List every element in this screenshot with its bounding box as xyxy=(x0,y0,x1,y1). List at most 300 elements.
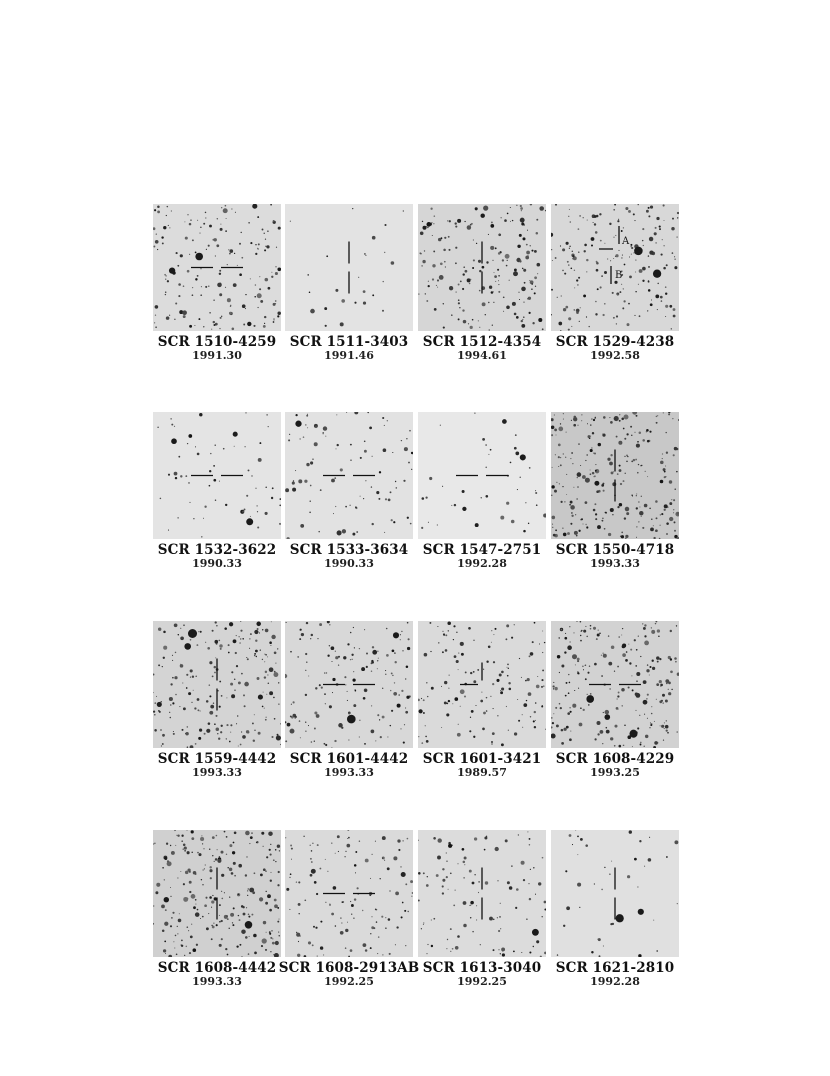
star xyxy=(215,657,216,658)
star xyxy=(219,328,220,329)
star xyxy=(614,416,619,421)
star xyxy=(163,657,165,659)
star xyxy=(418,872,421,875)
star xyxy=(569,246,570,247)
star xyxy=(611,645,615,649)
star xyxy=(633,213,635,215)
star xyxy=(305,670,306,671)
star xyxy=(438,642,439,643)
star xyxy=(662,453,663,454)
star xyxy=(608,635,609,636)
star xyxy=(327,655,329,657)
star xyxy=(187,214,188,215)
star xyxy=(634,315,635,316)
star xyxy=(612,292,614,294)
star xyxy=(637,441,639,443)
star xyxy=(335,289,338,292)
star xyxy=(434,308,437,311)
star xyxy=(553,534,556,537)
star xyxy=(567,645,572,650)
star xyxy=(583,630,586,633)
star xyxy=(666,264,668,266)
star xyxy=(336,414,337,415)
star xyxy=(365,690,366,691)
star xyxy=(317,638,318,639)
star xyxy=(219,273,221,275)
star xyxy=(244,705,246,707)
star xyxy=(170,683,172,685)
star xyxy=(659,525,660,526)
star xyxy=(197,453,200,456)
star xyxy=(488,454,489,455)
star xyxy=(264,316,266,318)
bright-star xyxy=(195,253,203,261)
star xyxy=(602,520,604,522)
star xyxy=(488,234,489,235)
star xyxy=(491,743,492,744)
star xyxy=(630,649,632,651)
star xyxy=(553,682,554,683)
star xyxy=(670,670,673,673)
star xyxy=(637,472,639,474)
star xyxy=(512,302,516,306)
star xyxy=(663,412,664,413)
star xyxy=(275,861,276,862)
star xyxy=(482,266,485,269)
star xyxy=(643,680,647,684)
star xyxy=(329,624,331,626)
bright-star xyxy=(188,629,197,638)
star xyxy=(162,666,163,667)
star xyxy=(556,482,557,483)
component-label-b: B xyxy=(615,270,623,281)
star xyxy=(180,664,184,668)
star xyxy=(411,469,412,470)
star xyxy=(400,634,401,635)
star xyxy=(230,913,234,917)
star xyxy=(498,930,500,932)
star xyxy=(525,680,527,682)
star xyxy=(219,681,221,683)
object-name: SCR 1547-2751 xyxy=(422,542,542,558)
star xyxy=(364,450,367,453)
star xyxy=(200,631,202,633)
star xyxy=(163,631,166,634)
star xyxy=(454,504,456,506)
star xyxy=(426,740,429,743)
star-field-image xyxy=(285,621,413,748)
star xyxy=(180,628,181,629)
star xyxy=(385,917,386,918)
star xyxy=(348,739,349,740)
star xyxy=(172,660,173,661)
star xyxy=(586,454,588,456)
star xyxy=(277,267,281,271)
star xyxy=(197,909,199,911)
star xyxy=(498,280,499,281)
star-field-image xyxy=(285,204,413,331)
star xyxy=(572,258,574,260)
star xyxy=(670,658,672,660)
star xyxy=(173,731,174,732)
star xyxy=(443,633,445,635)
star xyxy=(657,661,659,663)
star xyxy=(665,725,669,729)
star xyxy=(464,221,465,222)
star xyxy=(576,535,578,537)
star xyxy=(587,423,588,424)
star xyxy=(443,303,444,304)
star xyxy=(557,297,558,298)
star xyxy=(226,836,228,838)
star xyxy=(571,420,572,421)
star xyxy=(642,228,644,230)
star xyxy=(359,648,360,649)
star xyxy=(273,954,274,955)
star xyxy=(171,917,173,919)
star xyxy=(636,495,637,496)
star xyxy=(520,218,525,223)
star xyxy=(265,902,268,905)
star xyxy=(526,251,530,255)
star xyxy=(326,672,327,673)
star xyxy=(522,319,523,320)
star xyxy=(174,426,175,427)
star xyxy=(669,502,672,505)
star xyxy=(507,664,509,666)
star xyxy=(164,274,166,276)
star xyxy=(619,291,621,293)
star xyxy=(500,903,501,904)
star xyxy=(293,480,294,481)
star xyxy=(601,275,603,277)
star xyxy=(665,700,668,703)
star xyxy=(457,863,458,864)
star xyxy=(659,658,661,660)
star xyxy=(201,286,202,287)
star xyxy=(239,636,240,637)
star xyxy=(625,659,628,662)
star xyxy=(266,856,268,858)
star xyxy=(489,917,493,921)
star xyxy=(311,741,313,743)
star xyxy=(509,886,513,890)
star xyxy=(308,675,309,676)
star xyxy=(640,742,642,744)
star xyxy=(163,226,166,229)
star xyxy=(569,504,571,506)
star xyxy=(425,496,427,498)
star xyxy=(275,272,278,275)
star xyxy=(213,702,214,703)
star xyxy=(650,724,652,726)
star xyxy=(504,219,507,222)
star xyxy=(205,286,207,288)
star xyxy=(580,640,582,642)
star xyxy=(561,629,563,631)
star xyxy=(470,901,474,905)
star-field-image xyxy=(153,204,281,331)
star xyxy=(269,641,272,644)
star xyxy=(610,260,611,261)
star xyxy=(506,667,507,668)
star xyxy=(519,658,520,659)
star xyxy=(187,851,190,854)
star xyxy=(673,308,676,311)
star xyxy=(340,917,341,918)
star xyxy=(184,848,185,849)
star xyxy=(523,269,526,272)
star xyxy=(569,738,572,741)
star xyxy=(444,261,446,263)
star xyxy=(442,892,444,894)
star xyxy=(361,667,365,671)
star xyxy=(183,897,188,902)
star xyxy=(493,918,495,920)
star xyxy=(473,680,476,683)
star xyxy=(239,243,241,245)
star xyxy=(296,932,297,933)
star xyxy=(535,286,536,287)
star xyxy=(609,688,610,689)
star xyxy=(616,315,618,317)
star xyxy=(615,235,616,236)
star xyxy=(647,476,648,477)
star xyxy=(265,486,267,488)
star xyxy=(449,286,453,290)
star xyxy=(445,649,448,652)
star xyxy=(401,690,403,692)
star xyxy=(232,851,235,854)
star xyxy=(642,267,646,271)
star xyxy=(472,319,474,321)
star xyxy=(516,316,519,319)
star xyxy=(200,294,202,296)
star xyxy=(338,851,339,852)
star xyxy=(674,530,676,532)
star xyxy=(170,717,172,719)
star xyxy=(581,631,582,632)
star xyxy=(491,642,492,643)
star xyxy=(618,692,620,694)
star xyxy=(620,483,622,485)
star xyxy=(624,517,626,519)
star xyxy=(442,631,443,632)
star xyxy=(619,469,622,472)
star xyxy=(289,877,290,878)
star xyxy=(265,671,267,673)
star xyxy=(353,704,356,707)
star xyxy=(285,837,286,838)
star xyxy=(462,309,464,311)
star xyxy=(594,503,596,505)
star xyxy=(632,746,633,747)
star xyxy=(651,627,652,628)
star xyxy=(209,849,210,850)
star xyxy=(450,928,452,930)
star xyxy=(270,951,271,952)
star xyxy=(668,689,669,690)
star xyxy=(213,324,215,326)
star xyxy=(407,517,409,519)
star xyxy=(568,317,571,320)
star xyxy=(656,517,658,519)
star xyxy=(617,695,619,697)
star xyxy=(473,671,475,673)
star xyxy=(632,689,634,691)
star xyxy=(646,669,649,672)
star xyxy=(297,656,299,658)
star xyxy=(677,903,678,904)
star xyxy=(594,481,599,486)
star xyxy=(463,273,465,275)
star xyxy=(474,837,477,840)
star xyxy=(270,880,272,882)
star xyxy=(431,222,432,223)
star xyxy=(513,271,518,276)
star xyxy=(663,740,664,741)
star xyxy=(405,883,407,885)
star xyxy=(392,649,395,652)
star xyxy=(593,627,596,630)
star xyxy=(402,902,404,904)
star xyxy=(498,291,500,293)
star xyxy=(209,225,212,228)
star xyxy=(660,461,664,465)
star xyxy=(187,726,189,728)
star xyxy=(554,429,557,432)
star xyxy=(198,853,201,856)
star xyxy=(508,668,509,669)
star xyxy=(322,432,323,433)
star xyxy=(174,947,175,948)
star xyxy=(154,322,155,323)
star xyxy=(554,414,555,415)
star xyxy=(577,854,578,855)
star xyxy=(455,262,457,264)
star xyxy=(262,659,263,660)
star xyxy=(649,431,651,433)
star xyxy=(255,253,257,255)
star xyxy=(661,300,663,302)
star xyxy=(370,878,371,879)
star xyxy=(169,712,170,713)
star xyxy=(654,741,658,745)
star xyxy=(384,532,385,533)
plate-background xyxy=(418,830,546,957)
star xyxy=(258,248,259,249)
star xyxy=(656,217,659,220)
star xyxy=(626,461,627,462)
star xyxy=(660,514,661,515)
star xyxy=(264,249,266,251)
star xyxy=(196,644,198,646)
star xyxy=(166,316,170,320)
star xyxy=(387,867,390,870)
star xyxy=(293,701,295,703)
star xyxy=(638,636,639,637)
star xyxy=(433,250,435,252)
star xyxy=(551,495,552,496)
star xyxy=(228,249,229,250)
star xyxy=(359,736,360,737)
star xyxy=(229,741,231,743)
star xyxy=(640,744,642,746)
star xyxy=(562,270,564,272)
star xyxy=(345,684,346,685)
star xyxy=(495,281,496,282)
star xyxy=(255,650,258,653)
star xyxy=(629,662,631,664)
star xyxy=(472,267,474,269)
star xyxy=(220,228,223,231)
star xyxy=(272,942,275,945)
star xyxy=(577,486,579,488)
star xyxy=(241,232,242,233)
star xyxy=(242,906,244,908)
star xyxy=(300,737,301,738)
plate-background xyxy=(418,621,546,748)
star xyxy=(497,917,498,918)
star xyxy=(521,222,524,225)
star xyxy=(324,743,326,745)
star xyxy=(621,230,623,232)
star xyxy=(354,898,356,900)
star xyxy=(475,705,476,706)
star xyxy=(338,664,339,665)
star xyxy=(420,253,422,255)
star xyxy=(480,700,483,703)
star xyxy=(215,858,218,861)
star xyxy=(277,734,279,736)
star xyxy=(216,728,220,732)
component-label-a: A xyxy=(622,236,630,247)
star xyxy=(507,881,510,884)
star xyxy=(369,427,372,430)
star xyxy=(235,652,237,654)
star xyxy=(594,663,597,666)
star xyxy=(505,638,507,640)
star xyxy=(574,531,578,535)
star xyxy=(642,439,645,442)
star xyxy=(674,447,677,450)
star xyxy=(234,831,237,834)
star xyxy=(248,916,250,918)
star xyxy=(418,736,419,737)
star xyxy=(663,267,666,270)
star xyxy=(241,956,242,957)
star xyxy=(458,284,460,286)
star xyxy=(648,858,652,862)
star xyxy=(527,298,529,300)
star xyxy=(453,639,454,640)
star xyxy=(347,643,349,645)
star xyxy=(181,944,182,945)
star xyxy=(364,253,366,255)
star xyxy=(535,894,536,895)
star xyxy=(578,530,580,532)
star xyxy=(663,245,664,246)
star xyxy=(433,223,434,224)
star xyxy=(314,728,316,730)
star xyxy=(568,329,570,331)
star xyxy=(223,448,225,450)
star xyxy=(268,682,270,684)
star xyxy=(238,681,241,684)
star xyxy=(279,504,281,506)
star xyxy=(496,679,499,682)
star xyxy=(274,904,278,908)
